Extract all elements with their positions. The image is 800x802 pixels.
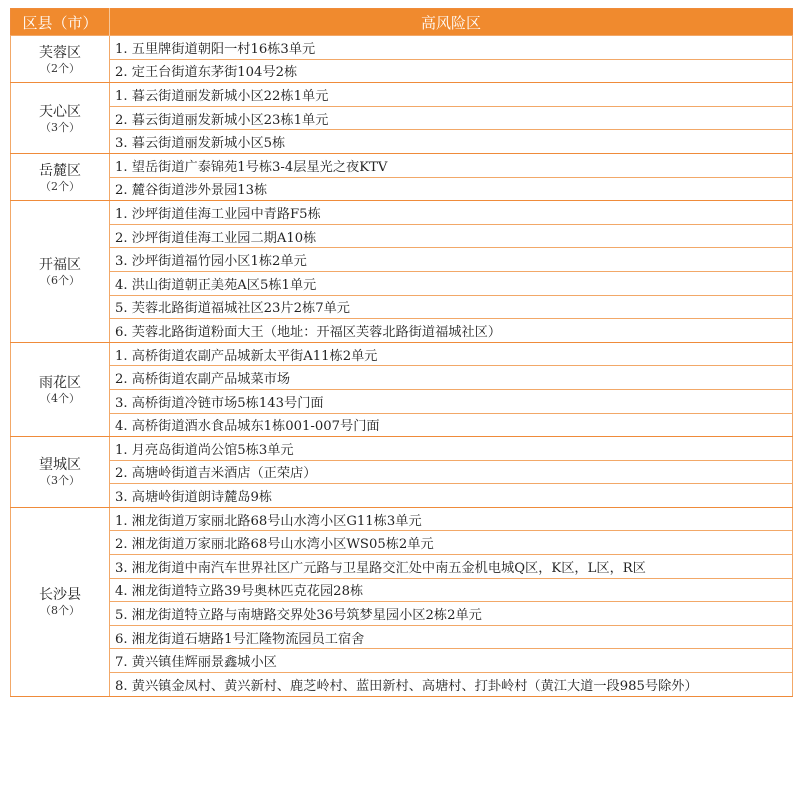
risk-area-item: 2. 高塘岭街道吉米酒店（正荣店） bbox=[110, 460, 793, 484]
district-cell bbox=[11, 36, 110, 83]
table-row bbox=[11, 602, 793, 626]
table-row bbox=[11, 625, 793, 649]
district-cell bbox=[11, 153, 110, 200]
table-row bbox=[11, 130, 793, 154]
table-row bbox=[11, 36, 793, 60]
risk-area-item: 4. 湘龙街道特立路39号奥林匹克花园28栋 bbox=[110, 578, 793, 602]
risk-area-item: 2. 定王台街道东茅街104号2栋 bbox=[110, 59, 793, 83]
high-risk-area-table bbox=[10, 8, 793, 697]
district-cell bbox=[11, 342, 110, 436]
table-row bbox=[11, 177, 793, 201]
district-count: （3个） bbox=[40, 474, 80, 488]
risk-area-item: 2. 高桥街道农副产品城菜市场 bbox=[110, 366, 793, 390]
table-body bbox=[11, 36, 793, 697]
table-row bbox=[11, 295, 793, 319]
risk-area-item: 1. 五里牌街道朝阳一村16栋3单元 bbox=[110, 36, 793, 60]
table-row bbox=[11, 531, 793, 555]
risk-area-item: 5. 湘龙街道特立路与南塘路交界处36号筑梦星园小区2栋2单元 bbox=[110, 602, 793, 626]
table-row bbox=[11, 484, 793, 508]
risk-area-item: 3. 高塘岭街道朗诗麓岛9栋 bbox=[110, 484, 793, 508]
risk-area-item: 2. 暮云街道丽发新城小区23栋1单元 bbox=[110, 106, 793, 130]
table-row bbox=[11, 106, 793, 130]
table-row bbox=[11, 224, 793, 248]
district-count: （2个） bbox=[40, 179, 80, 193]
table-row bbox=[11, 342, 793, 366]
areas-column-header: 高风险区 bbox=[110, 9, 793, 36]
risk-area-item: 1. 月亮岛街道尚公馆5栋3单元 bbox=[110, 437, 793, 461]
table-row bbox=[11, 673, 793, 697]
risk-area-item: 1. 沙坪街道佳海工业园中青路F5栋 bbox=[110, 201, 793, 225]
district-name: 开福区 bbox=[39, 256, 81, 273]
district-name: 芙蓉区 bbox=[39, 44, 81, 61]
table-row bbox=[11, 248, 793, 272]
risk-area-item: 1. 望岳街道广泰锦苑1号栋3-4层星光之夜KTV bbox=[110, 153, 793, 177]
risk-area-item: 1. 暮云街道丽发新城小区22栋1单元 bbox=[110, 83, 793, 107]
district-name: 长沙县 bbox=[39, 587, 81, 604]
table-row bbox=[11, 413, 793, 437]
risk-area-item: 3. 湘龙街道中南汽车世界社区广元路与卫星路交汇处中南五金机电城Q区，K区，L区，R区 bbox=[110, 555, 793, 579]
table-row bbox=[11, 437, 793, 461]
risk-area-item: 8. 黄兴镇金凤村、黄兴新村、鹿芝岭村、蓝田新村、高塘村、打卦岭村（黄江大道一段985号除外） bbox=[110, 673, 793, 697]
table-row bbox=[11, 389, 793, 413]
district-count: （6个） bbox=[40, 273, 80, 287]
risk-area-item: 4. 洪山街道朝正美苑A区5栋1单元 bbox=[110, 271, 793, 295]
table-row bbox=[11, 319, 793, 343]
table-header-row bbox=[11, 9, 793, 36]
risk-area-item: 1. 高桥街道农副产品城新太平街A11栋2单元 bbox=[110, 342, 793, 366]
table-row bbox=[11, 649, 793, 673]
risk-area-item: 2. 麓谷街道涉外景园13栋 bbox=[110, 177, 793, 201]
table-row bbox=[11, 555, 793, 579]
district-count: （8个） bbox=[40, 604, 80, 618]
risk-area-item: 3. 高桥街道冷链市场5栋143号门面 bbox=[110, 389, 793, 413]
table-row bbox=[11, 271, 793, 295]
district-count: （4个） bbox=[40, 391, 80, 405]
table-row bbox=[11, 578, 793, 602]
risk-area-item: 6. 芙蓉北路街道粉面大王（地址：开福区芙蓉北路街道福城社区） bbox=[110, 319, 793, 343]
risk-area-item: 2. 湘龙街道万家丽北路68号山水湾小区WS05栋2单元 bbox=[110, 531, 793, 555]
district-column-header: 区县（市） bbox=[11, 9, 110, 36]
district-name: 岳麓区 bbox=[39, 162, 81, 179]
district-cell bbox=[11, 507, 110, 696]
table-row bbox=[11, 201, 793, 225]
district-cell bbox=[11, 437, 110, 508]
risk-area-item: 6. 湘龙街道石塘路1号汇隆物流园员工宿舍 bbox=[110, 625, 793, 649]
district-name: 天心区 bbox=[39, 103, 81, 120]
table-row bbox=[11, 83, 793, 107]
district-cell bbox=[11, 201, 110, 343]
risk-area-item: 4. 高桥街道酒水食品城东1栋001-007号门面 bbox=[110, 413, 793, 437]
risk-area-item: 1. 湘龙街道万家丽北路68号山水湾小区G11栋3单元 bbox=[110, 507, 793, 531]
table-row bbox=[11, 460, 793, 484]
risk-area-item: 7. 黄兴镇佳辉丽景鑫城小区 bbox=[110, 649, 793, 673]
district-name: 雨花区 bbox=[39, 374, 81, 391]
table-row bbox=[11, 59, 793, 83]
risk-area-item: 3. 暮云街道丽发新城小区5栋 bbox=[110, 130, 793, 154]
risk-area-item: 5. 芙蓉北路街道福城社区23片2栋7单元 bbox=[110, 295, 793, 319]
table-row bbox=[11, 366, 793, 390]
district-count: （3个） bbox=[40, 120, 80, 134]
district-cell bbox=[11, 83, 110, 154]
district-count: （2个） bbox=[40, 61, 80, 75]
table-row bbox=[11, 507, 793, 531]
risk-area-item: 3. 沙坪街道福竹园小区1栋2单元 bbox=[110, 248, 793, 272]
risk-area-item: 2. 沙坪街道佳海工业园二期A10栋 bbox=[110, 224, 793, 248]
table-row bbox=[11, 153, 793, 177]
district-name: 望城区 bbox=[39, 457, 81, 474]
